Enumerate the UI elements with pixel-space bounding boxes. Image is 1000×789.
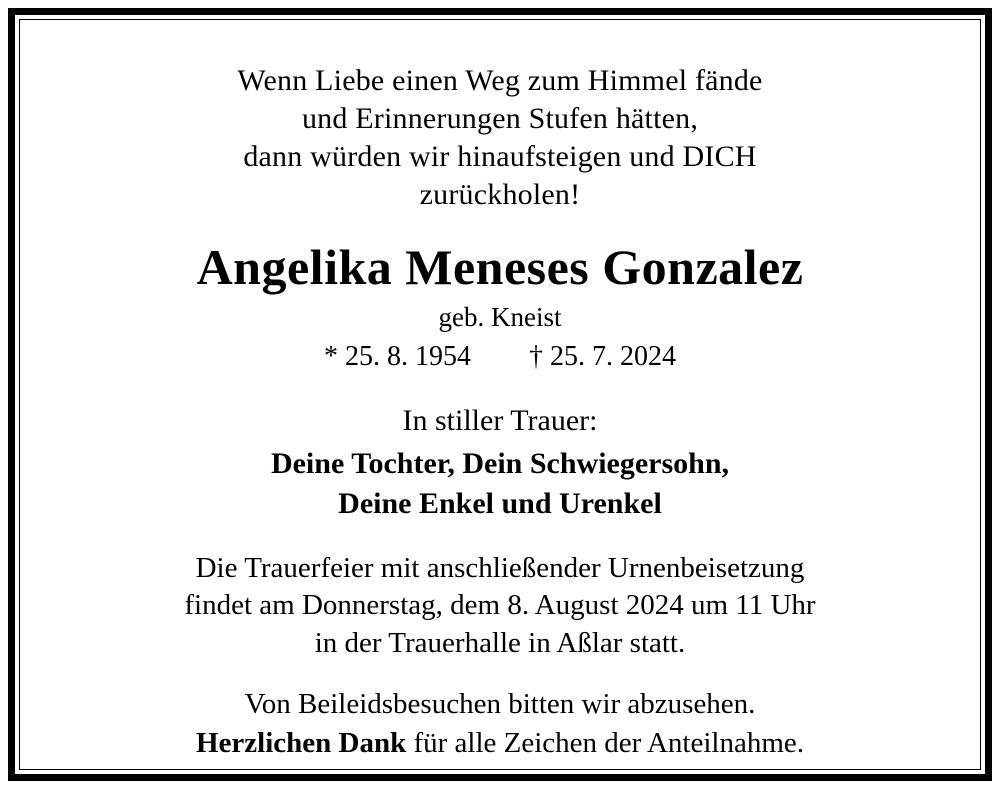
death-date: † 25. 7. 2024	[529, 340, 676, 372]
mourners-block	[60, 444, 940, 523]
closing-block	[60, 685, 940, 763]
poem-line-3: dann würden wir hinaufsteigen und DICH	[243, 140, 757, 174]
closing-line: Von Beileidsbesuchen bitten wir abzusehen.	[244, 687, 756, 720]
deceased-name: Angelika Meneses Gonzalez	[196, 239, 804, 296]
birth-date: * 25. 8. 1954	[324, 340, 471, 372]
thanks-rest: für alle Zeichen der Anteilnahme.	[406, 726, 805, 759]
mourners-line-1: Deine Tochter, Dein Schwiegersohn,	[270, 447, 730, 481]
poem-line-1: Wenn Liebe einen Weg zum Himmel fände	[237, 64, 763, 97]
ceremony-block	[60, 550, 940, 663]
poem-line-2: und Erinnerungen Stufen hätten,	[301, 102, 699, 136]
life-dates	[60, 340, 940, 374]
poem-line-4: zurückholen!	[419, 178, 581, 212]
mourning-intro: In stiller Trauer:	[402, 404, 598, 438]
maiden-name: geb. Kneist	[438, 302, 562, 333]
mourners-line-2: Deine Enkel und Urenkel	[338, 486, 662, 520]
poem-block	[60, 62, 940, 214]
notice-inner-border	[19, 19, 981, 770]
thanks-line	[60, 724, 940, 763]
notice-outer-border	[8, 8, 992, 781]
thanks-emphasis: Herzlichen Dank	[195, 726, 407, 759]
ceremony-line-2: findet am Donnerstag, dem 8. August 2024 um 11 Uhr	[184, 589, 816, 622]
ceremony-line-3: in der Trauerhalle in Aßlar statt.	[314, 626, 686, 659]
ceremony-line-1: Die Trauerfeier mit anschließender Urnenbeisetzung	[195, 551, 805, 584]
